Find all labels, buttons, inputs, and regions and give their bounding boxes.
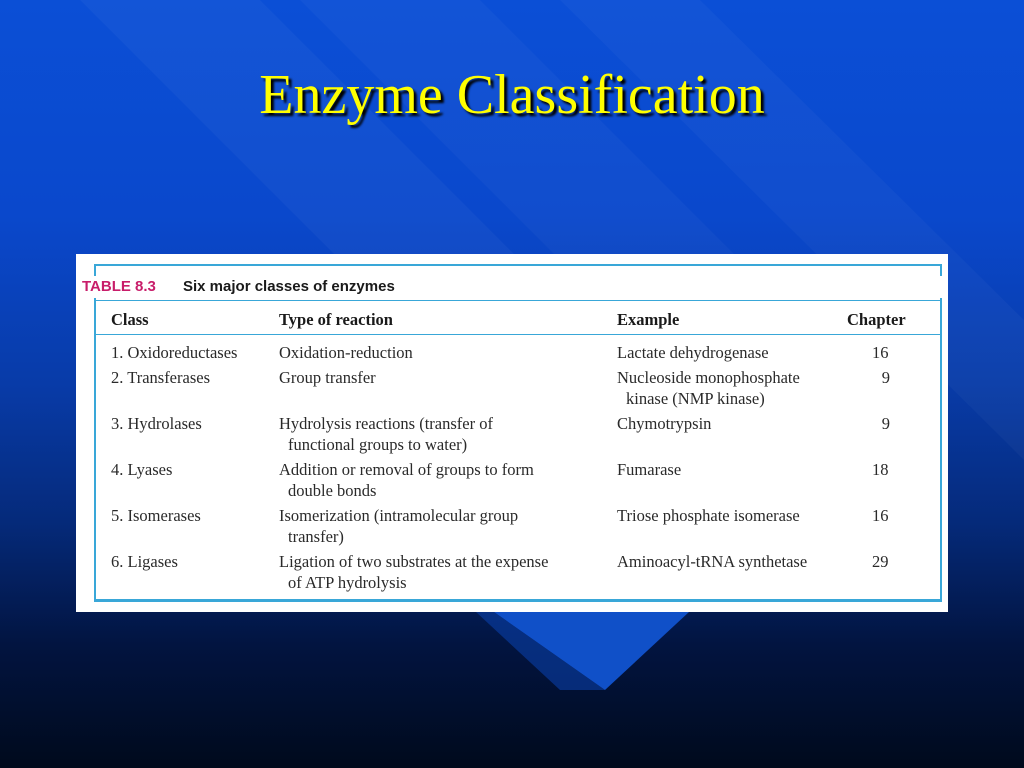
table-caption: Six major classes of enzymes	[183, 278, 395, 295]
row-3-example: Chymotrypsin	[617, 414, 712, 433]
table-header-rule	[96, 334, 942, 335]
row-4-example: Fumarase	[617, 460, 682, 479]
header-class: Class	[111, 310, 149, 329]
row-6-example: Aminoacyl-tRNA synthetase	[617, 552, 808, 571]
row-2-class: 2. Transferases	[111, 368, 210, 387]
row-6-class: 6. Ligases	[111, 552, 178, 571]
table-number: TABLE 8.3	[82, 278, 156, 295]
row-4-class: 4. Lyases	[111, 460, 173, 479]
row-1-chapter: 16	[872, 343, 889, 362]
enzyme-table-figure	[76, 254, 948, 612]
table-top-rule	[96, 300, 942, 301]
row-1-class: 1. Oxidoreductases	[111, 343, 238, 362]
row-2-chapter: 9	[881, 368, 890, 387]
row-5-example: Triose phosphate isomerase	[617, 506, 800, 525]
row-5-type: Isomerization (intramolecular group transfer)	[279, 506, 519, 546]
table-caption-row	[80, 276, 944, 298]
row-4-type: Addition or removal of groups to form double bonds	[279, 460, 534, 500]
row-1-type: Oxidation-reduction	[279, 343, 413, 362]
header-example: Example	[617, 310, 680, 329]
slide-title: Enzyme Classification	[259, 64, 765, 126]
row-3-type: Hydrolysis reactions (transfer of functional groups to water)	[279, 414, 493, 454]
row-3-class: 3. Hydrolases	[111, 414, 202, 433]
row-6-type: Ligation of two substrates at the expense of ATP hydrolysis	[279, 552, 549, 592]
header-chapter: Chapter	[847, 310, 906, 329]
row-2-example: Nucleoside monophosphate kinase (NMP kinase)	[617, 368, 800, 408]
row-5-chapter: 16	[872, 506, 889, 525]
row-4-chapter: 18	[872, 460, 889, 479]
row-1-example: Lactate dehydrogenase	[617, 343, 769, 362]
row-6-chapter: 29	[872, 552, 889, 571]
row-3-chapter: 9	[881, 414, 890, 433]
row-2-type: Group transfer	[279, 368, 376, 387]
header-type-of-reaction: Type of reaction	[279, 310, 393, 329]
row-5-class: 5. Isomerases	[111, 506, 201, 525]
